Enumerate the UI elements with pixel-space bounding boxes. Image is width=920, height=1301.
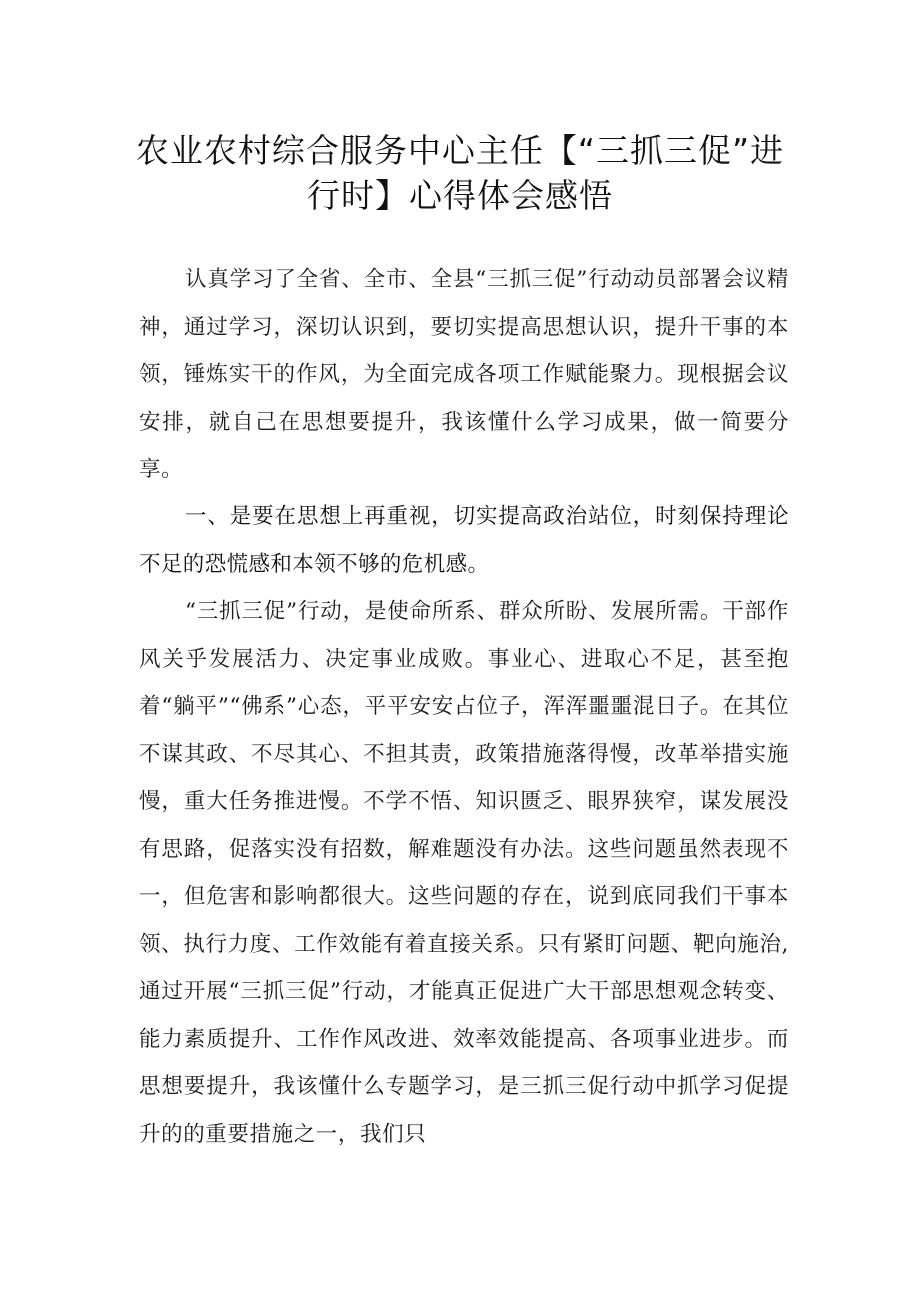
body-paragraph-1: “三抓三促”行动，是使命所系、群众所盼、发展所需。干部作风关乎发展活力、决定事业成败。事业心、进取心不足，甚至抱着“躺平”“佛系”心态，平平安安占位子，浑浑噩噩混日子。在其位不谋其政、不尽其心、不担其责，政策措施落得慢，改革举措实施慢，重大任务推进慢。不学不悟、知识匮乏、眼界狭窄，谋发展没有思路，促落实没有招数，解难题没有办法。这些问题虽然表现不一，但危害和影响都很大。这些问题的存在，说到底同我们干事本领、执行力度、工作效能有着直接关系。只有紧盯问题、靶向施治,通过开展“三抓三促”行动，才能真正促进广大干部思想观念转变、能力素质提升、工作作风改进、效率效能提高、各项事业进步。而思想要提升，我该懂什么专题学习，是三抓三促行动中抓学习促提升的的重要措施之一，我们只 bbox=[139, 599, 789, 1147]
document-title: 农业农村综合服务中心主任【“三抓三促”进行时】心得体会感悟 bbox=[135, 131, 785, 215]
section-heading-1: 一、是要在思想上再重视，切实提高政治站位，时刻保持理论不足的恐慌感和本领不够的危机感。 bbox=[139, 504, 789, 577]
intro-paragraph: 认真学习了全省、全市、全县“三抓三促”行动动员部署会议精神，通过学习，深切认识到，要切实提高思想认识，提升干事的本领，锤炼实干的作风，为全面完成各项工作赋能聚力。现根据会议安排，就自己在思想要提升，我该懂什么学习成果，做一简要分享。 bbox=[139, 267, 789, 482]
